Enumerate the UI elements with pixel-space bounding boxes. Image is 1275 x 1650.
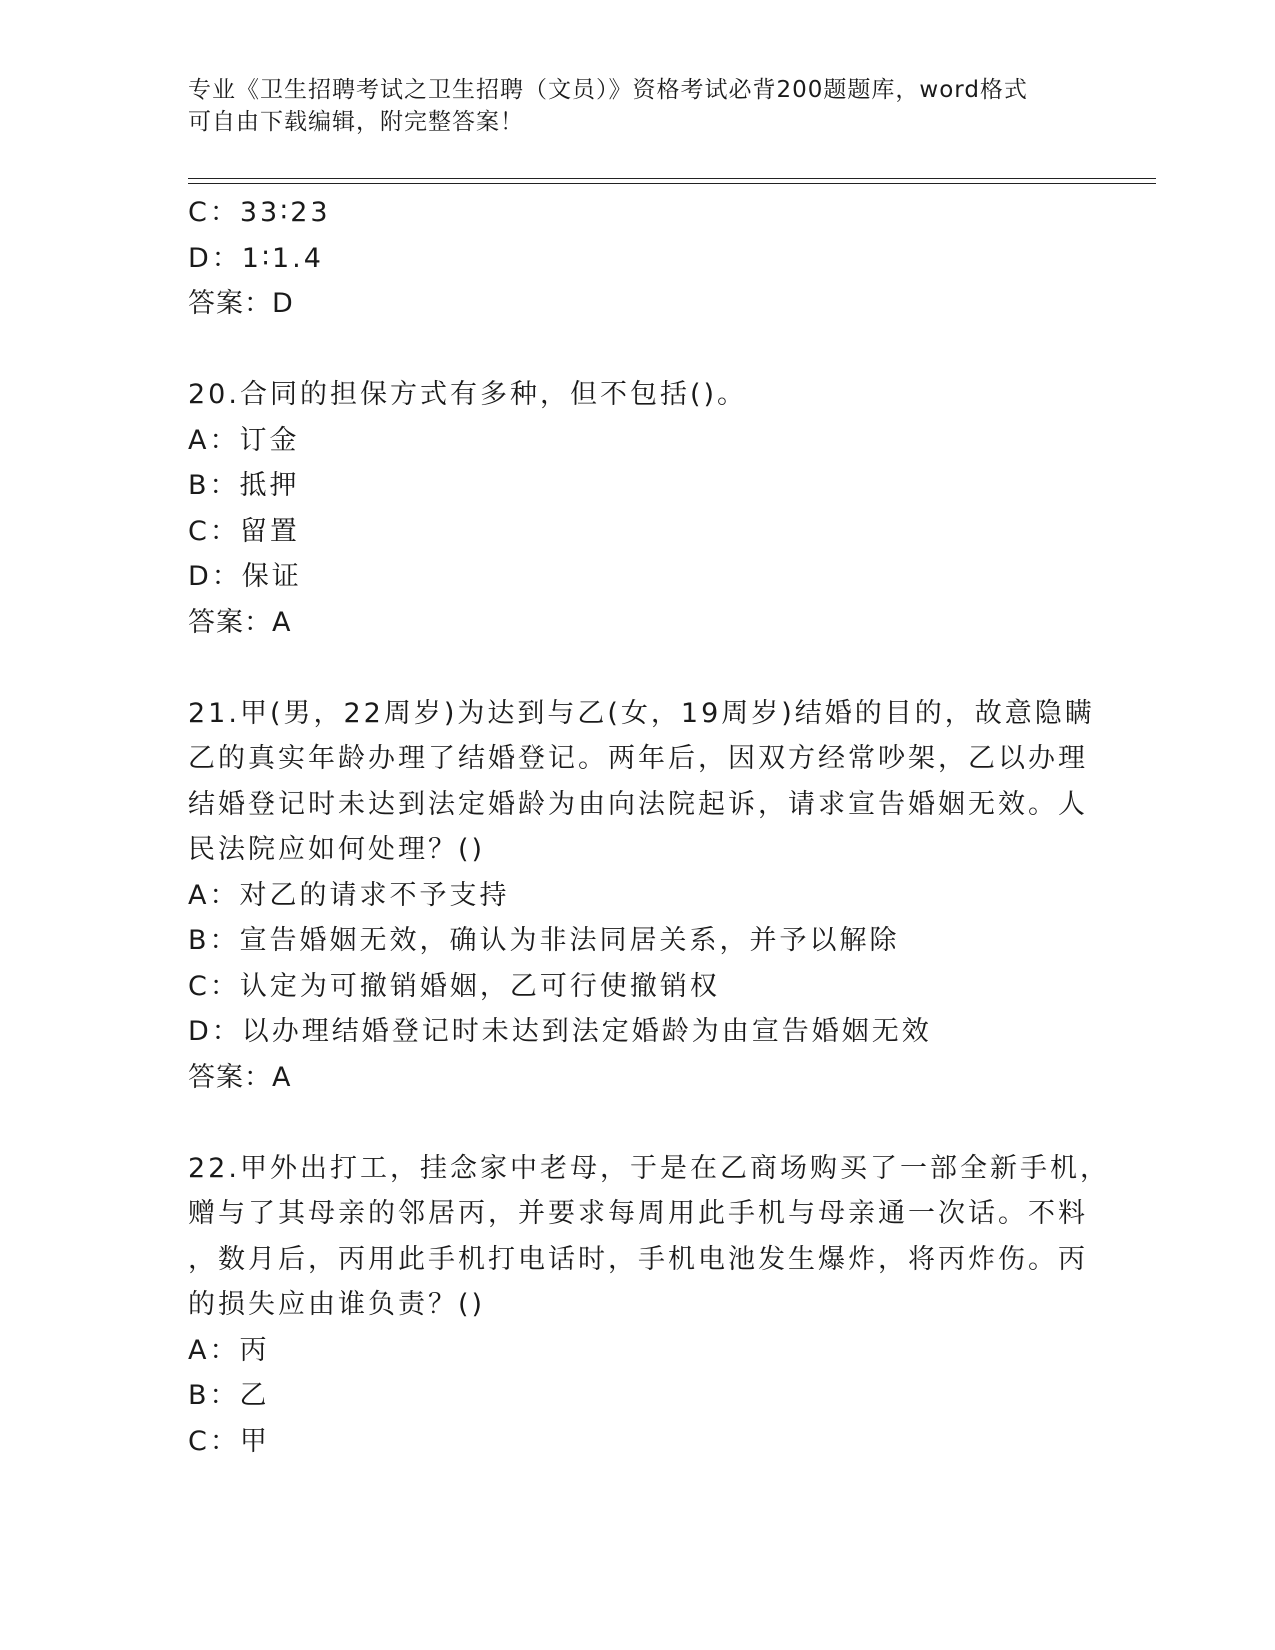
option-key: C： [188,970,240,1002]
option-text: 对乙的请求不予支持 [239,879,510,911]
option-text: 1∶1.4 [241,242,324,274]
option-row [188,554,1068,600]
question-content [188,190,1110,1464]
option-text: 以办理结婚登记时未达到法定婚龄为由宣告婚姻无效 [241,1016,932,1047]
option-row [188,190,1068,236]
option-key: B： [188,925,240,956]
question-stem-line: 22.甲外出打工，挂念家中老母，于是在乙商场购买了一部全新手机， [188,1152,1110,1184]
question-stem: 20.合同的担保方式有多种，但不包括()。 [188,379,748,410]
option-key: D： [188,1016,242,1047]
option-row [188,463,1068,509]
option-key: A： [188,424,240,456]
option-key: A： [188,879,240,911]
question-stem-line: 民法院应如何处理？() [188,834,486,865]
option-text: 认定为可撤销婚姻，乙可行使撤销权 [239,970,720,1002]
option-row [188,418,1068,464]
option-row [188,236,1068,282]
option-key: B： [188,470,240,501]
option-row [188,873,1068,919]
option-key: C： [188,197,240,228]
question-stem-line: 赠与了其母亲的邻居丙，并要求每周用此手机与母亲通一次话。不料 [188,1198,1088,1229]
option-key: C： [188,515,240,547]
option-key: C： [188,1425,240,1457]
option-text: 甲 [239,1425,270,1457]
question-stem-line: 乙的真实年龄办理了结婚登记。两年后，因双方经常吵架，乙以办理 [188,743,1088,774]
option-text: 宣告婚姻无效，确认为非法同居关系，并予以解除 [239,925,900,956]
spacer [188,327,1068,373]
question-stem-line: 的损失应由谁负责？() [188,1289,486,1320]
spacer [188,1100,1068,1146]
option-row [188,964,1068,1010]
option-row [188,1328,1068,1374]
option-key: D： [188,561,242,592]
option-key: A： [188,1334,240,1366]
option-row [188,509,1068,555]
answer-line: 答案：D [188,288,294,319]
option-text: 保证 [241,561,302,592]
option-text: 抵押 [239,470,300,501]
question-stem-line: 21.甲(男，22周岁)为达到与乙(女，19周岁)结婚的目的，故意隐瞒 [188,697,1095,729]
option-row [188,1419,1068,1465]
option-text: 33∶23 [239,197,331,228]
document-header [188,74,1068,138]
answer-line: 答案：A [188,1061,292,1093]
question-stem-line: ，数月后，丙用此手机打电话时，手机电池发生爆炸，将丙炸伤。丙 [188,1243,1088,1275]
option-row [188,1009,1068,1055]
header-line-2: 可自由下载编辑，附完整答案！ [188,109,524,135]
option-key: D： [188,242,242,274]
header-line-1: 专业《卫生招聘考试之卫生招聘（文员）》资格考试必背200题题库，word格式 [188,77,1028,103]
header-divider-bottom [188,183,1156,184]
spacer [188,645,1068,691]
option-row [188,918,1068,964]
option-key: B： [188,1380,240,1411]
header-divider-top [188,178,1156,179]
option-row [188,1373,1068,1419]
option-text: 丙 [239,1334,270,1366]
option-text: 乙 [239,1380,270,1411]
option-text: 留置 [239,515,300,547]
question-stem-line: 结婚登记时未达到法定婚龄为由向法院起诉，请求宣告婚姻无效。人 [188,788,1088,820]
answer-line: 答案：A [188,606,292,638]
option-text: 订金 [239,424,300,456]
